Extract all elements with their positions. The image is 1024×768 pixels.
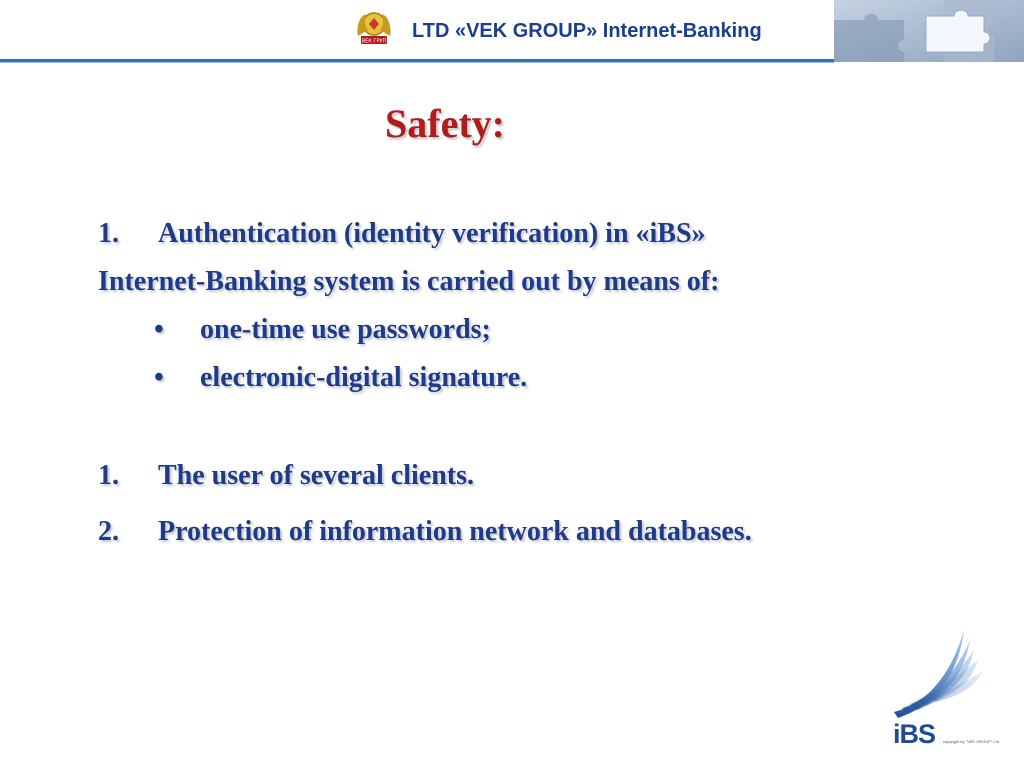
bullet-text: electronic-digital signature. — [200, 362, 528, 393]
list-item — [98, 508, 958, 556]
list-item-text: Internet-Banking system is carried out by means of: — [98, 266, 720, 297]
list-item-text: Protection of information network and databases. — [158, 516, 752, 547]
list-item-continuation — [98, 258, 958, 306]
bullet-item — [98, 354, 958, 402]
slide-title: Safety: — [385, 101, 505, 146]
header-rule-shadow — [0, 62, 834, 63]
bullet-item — [98, 306, 958, 354]
svg-text:ВЕК ГРУП: ВЕК ГРУП — [361, 38, 387, 45]
bullet-icon: • — [154, 362, 164, 393]
list-number: 2. — [98, 516, 119, 547]
slide-body — [98, 210, 958, 556]
list-item — [98, 210, 958, 258]
bullet-icon: • — [154, 314, 164, 345]
ibs-logo-text: iBS — [893, 719, 936, 749]
header-title: LTD «VEK GROUP» Internet-Banking — [412, 20, 762, 42]
list-item — [98, 452, 958, 500]
list-item-text: The user of several clients. — [158, 460, 474, 491]
header-bar — [0, 0, 1024, 62]
ibs-copyright: copyright by "VEK GROUP" Ltd. — [943, 739, 1001, 744]
list-number: 1. — [98, 460, 119, 491]
puzzle-pieces-icon — [834, 0, 1024, 62]
vek-group-emblem-icon — [352, 6, 396, 50]
list-number: 1. — [98, 218, 119, 249]
bullet-text: one-time use passwords; — [200, 314, 491, 345]
list-item-text: Authentication (identity verification) in «iBS» — [158, 218, 706, 249]
